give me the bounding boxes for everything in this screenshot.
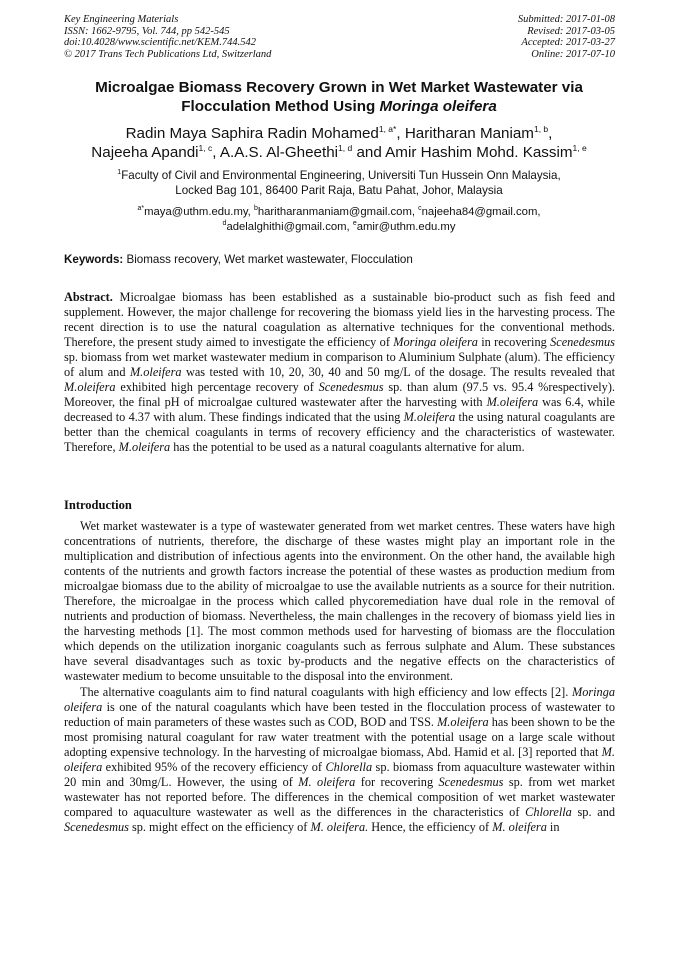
paper-title [40,78,638,116]
author-line-1: Radin Maya Saphira Radin Mohamed$^{1, a*}$, Haritharan Maniam$^{1, b}$, [125,124,553,142]
email-address[interactable]: adelalghithi@gmail.com, [226,220,353,233]
italic-term: M.oleifera [403,410,456,425]
text-run: exhibited 95% of the recovery efficiency of [102,759,326,774]
italic-term: M. oleifera [298,774,356,789]
text-run: sp. biomass from aquaculture wastewater within 20 min and 30mg/L. However, the using of [64,759,616,789]
title-line-2-plain: Flocculation Method Using [181,98,380,115]
text-run: Wet market wastewater is a type of wastewater generated from wet market centres. These waters have high concentrations of nutrients, therefore, the discharge of these wastes might play an important role in the multiplication and distribution of infectious agents into the environment. On the other hand, the available high contents of the nutrients and growth factors increase the potential of these wastes as production medium from microalgae biomass due to the ability of microalgae to use the available nutrients as a source for their nutrition. Therefore, the microalgae in the process which called phycoremediation have dual role in the removal of nutrients and production of biomass. Nevertheless, the main challenges in the recovery of biomass yield lies in the harvesting methods [1]. The most common methods used for harvesting of biomass are the flocculation which depends on the utilization inorganic coagulants such as ferrous sulphate and Alum. These substances have several disadvantages such as toxic by-products and the negative effects on the characteristics of wastewater medium to become unsuitable to the disposal into the environment. [64,519,615,684]
submitted-date: Submitted: 2017-01-08 [517,14,615,25]
text-run: has been shown to be the most promising natural coagulant for raw water treatment with the potential usage on a large scale without adopting expensive technology. In the harvesting of microalgae biomass, Abd. Hamid et al. [3] reported that [64,714,616,759]
affiliation-mark: 1 [117,169,122,176]
issn: ISSN: 1662-9795, Vol. 744, pp 542-545 [64,25,230,37]
email-line-2: $^d$adelalghithi@gmail.com, $^e$amir@uthm.edu.my [222,219,456,233]
email-address[interactable]: maya@uthm.edu.my, [144,206,254,218]
italic-term: Chlorella [325,759,373,774]
journal-info [64,14,271,60]
text-run: sp. might effect on the efficiency of [128,819,311,834]
italic-term: M.oleifera [129,365,182,380]
text-run: sp. than alum (97.5 vs. 95.4 %respectively). Moreover, the final pH of microalgae cultured wastewater after the harvesting with [64,380,615,410]
italic-term: Moringa oleifera [64,684,615,714]
email-address[interactable]: najeeha84@gmail.com, [421,206,541,218]
text-run: is one of the natural coagulants which have been tested in the flocculation process of wastewater to reduction of main parameters of these wastes such as COD, BOD and TSS. [64,699,615,729]
text-run: in [546,819,560,834]
author-name: Najeeha Apandi [91,144,199,161]
author-name: Radin Maya Saphira Radin Mohamed [125,125,379,142]
section-heading-introduction: Introduction [64,498,132,512]
abstract [64,290,615,456]
abstract-body [64,290,615,454]
abstract-label: Abstract. [64,290,113,304]
author-affiliation-mark: 1, d [338,143,353,153]
italic-term: M.oleifera [437,714,489,729]
keywords [64,252,624,267]
title-species: Moringa oleifera [379,98,497,115]
online-date: Online: 2017-07-10 [531,48,615,60]
text-run: the using natural coagulants are better than the chemical coagulants in terms of recovery efficiency and the characteristics of wastewater. Therefore, [64,410,615,455]
text-run: in recovering [477,335,551,350]
title-line-2 [40,97,638,116]
author-affiliation-mark: 1, b [533,124,549,134]
text-run: was tested with 10, 20, 30, 40 and 50 mg/L of the dosage. The results revealed that [181,365,615,380]
italic-term: Scenedesmus [438,774,504,789]
text-run: sp. from wet market wastewater has not reported before. The differences in the chemical composition of wet market wastewater compared to aquaculture wastewater as well as the differences in the characteristics of [64,774,615,819]
revised-date: Revised: 2017-03-05 [527,25,615,37]
publication-dates [518,14,615,60]
text-run: sp. and [571,804,615,819]
email-address[interactable]: amir@uthm.edu.my [356,220,456,233]
italic-term: M.oleifera [64,380,116,395]
text-run: Hence, the efficiency of [368,819,493,834]
italic-term: Scenedesmus [550,335,615,350]
italic-term: M. oleifera [64,744,615,774]
author-affiliation-mark: 1, a* [378,124,397,134]
author-name: Amir Hashim Mohd. Kassim [385,144,573,161]
paragraph [64,685,615,835]
text-run: exhibited high percentage recovery of [115,380,319,395]
author-affiliation-mark: 1, c [198,143,213,153]
italic-term: Scenedesmus [64,819,129,834]
author-name: A.A.S. Al-Gheethi [219,144,339,161]
email-list [60,205,618,234]
copyright: © 2017 Trans Tech Publications Ltd, Switzerland [64,48,272,60]
affiliation-line-2: Locked Bag 101, 86400 Parit Raja, Batu Pahat, Johor, Malaysia [175,184,503,197]
italic-term: M. oleifera [492,819,547,834]
journal-name: Key Engineering Materials [64,14,179,25]
affiliation [60,168,618,198]
email-line-1: $^{a*}$maya@uthm.edu.my, $^b$haritharanmaniam@gmail.com, $^c$najeeha84@gmail.com, [137,205,541,218]
italic-term: M.oleifera [486,395,539,410]
accepted-date: Accepted: 2017-03-27 [521,37,615,48]
author-affiliation-mark: 1, e [572,143,587,153]
keywords-label: Keywords: [64,253,124,266]
text-run: The alternative coagulants aim to find natural coagulants with high efficiency and low effects [2]. [80,684,572,699]
text-run: sp. biomass from wet market wastewater medium in comparison to Aluminium Sulphate (alum). The efficiency of alum and [64,350,615,380]
author-list [30,124,648,162]
paragraph [64,519,615,685]
text-run: for recovering [355,774,439,789]
text-run: has the potential to be used as a natural coagulants alternative for alum. [170,440,525,455]
text-run: was 6.4, while decreased to 4.37 with alum. These findings indicated that the using [64,395,615,425]
italic-term: M. oleifera. [310,819,369,834]
introduction-body [64,519,615,835]
affiliation-line-1: $^1$Faculty of Civil and Environmental Engineering, Universiti Tun Hussein Onn Malaysia, [117,169,561,182]
author-name: Haritharan Maniam [404,125,534,142]
email-address[interactable]: haritharanmaniam@gmail.com, [257,206,419,218]
keywords-text: Biomass recovery, Wet market wastewater, Flocculation [123,253,413,266]
author-line-2: Najeeha Apandi$^{1, c}$, A.A.S. Al-Gheethi$^{1, d}$ and Amir Hashim Mohd. Kassim$^{1, e}$ [91,143,587,161]
italic-term: Chlorella [525,804,572,819]
doi[interactable]: doi:10.4028/www.scientific.net/KEM.744.542 [64,37,256,48]
italic-term: M.oleifera [118,440,171,455]
text-run: Microalgae biomass has been established as a sustainable bio-product such as fish feed and supplement. However, the major challenge for recovering the biomass yield lies in the harvesting process. The recent direction is to use the natural coagulation as alternative techniques for the conventional methods. Therefore, the present study aimed to investigate the efficiency of [64,290,615,350]
italic-term: Moringa oleifera [393,335,478,350]
italic-term: Scenedesmus [318,380,384,395]
title-line-1: Microalgae Biomass Recovery Grown in Wet Market Wastewater via [95,79,583,96]
